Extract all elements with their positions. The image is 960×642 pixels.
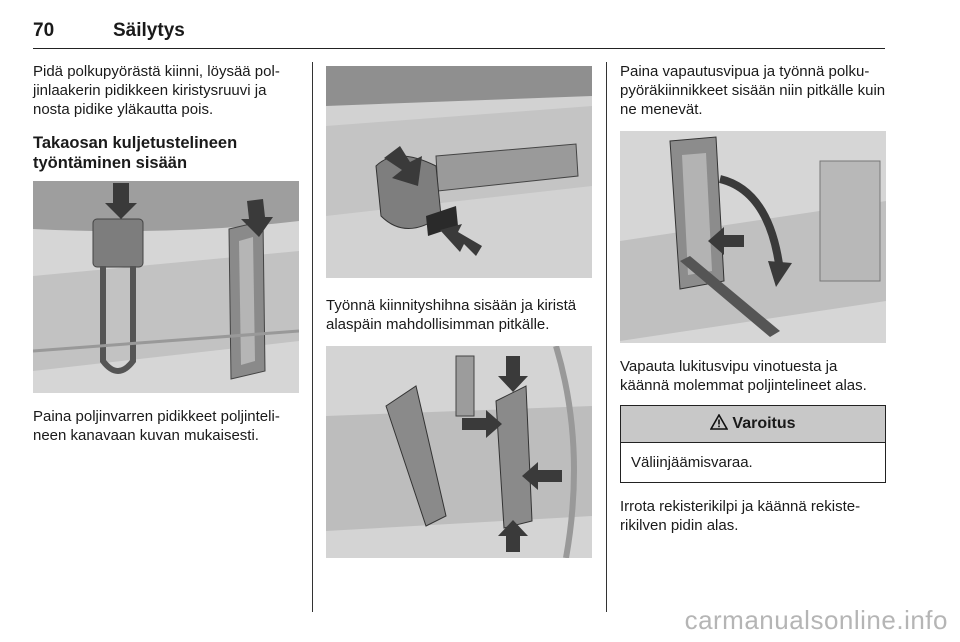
illustration-fastening-strap <box>326 66 592 278</box>
illustration-carrier-rails <box>326 346 592 558</box>
column-1 <box>33 62 299 445</box>
column-3 <box>620 62 886 535</box>
illustration-pedal-holders <box>33 181 299 393</box>
section-title: Säilytys <box>113 20 185 41</box>
page-header <box>33 8 885 49</box>
paragraph: Pidä polkupyörästä kiinni, löysää poljinlaakerin pidikkeen kiristysruuvi ja nosta pidike yläkautta pois. <box>33 63 280 118</box>
paragraph: Irrota rekisterikilpi ja käännä rekisterikilven pidin alas. <box>620 498 861 534</box>
illustration-release-lever <box>620 131 886 343</box>
paragraph: Vapauta lukitusvipu vinotuesta ja käännä molemmat poljintelineet alas. <box>620 358 867 394</box>
paragraph: Paina vapautusvipua ja työnnä polkupyöräkiinnikkeet sisään niin pitkälle kuin ne menevät. <box>620 63 886 118</box>
column-divider <box>606 62 607 612</box>
warning-triangle-icon <box>710 414 728 435</box>
paragraph: Työnnä kiinnityshihna sisään ja kiristä alaspäin mahdollisimman pitkälle. <box>326 297 577 333</box>
warning-body: Väliinjäämisvaraa. <box>631 454 753 471</box>
section-heading: Takaosan kuljetustelineen työntäminen sisään <box>33 134 238 172</box>
warning-box <box>620 405 886 483</box>
page-number: 70 <box>33 20 55 41</box>
warning-title: Varoitus <box>732 415 796 432</box>
paragraph: Paina poljinvarren pidikkeet poljintelineen kanavaan kuvan mukaisesti. <box>33 408 280 444</box>
column-divider <box>312 62 313 612</box>
column-2 <box>326 62 592 558</box>
warning-header <box>621 406 885 443</box>
watermark: carmanualsonline.info <box>684 605 948 635</box>
